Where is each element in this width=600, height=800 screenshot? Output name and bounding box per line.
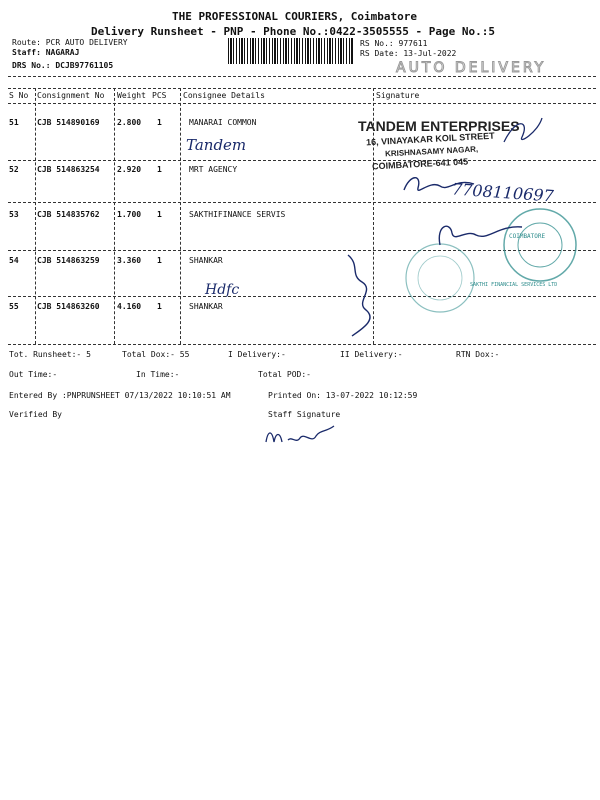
out-time: Out Time:- <box>9 370 58 379</box>
row-consignment: CJB 514863260 <box>37 302 100 311</box>
col-weight: Weight <box>117 91 146 100</box>
runsheet-subtitle: Delivery Runsheet - PNP - Phone No.:0422-3505555 - Page No.:5 <box>91 25 495 38</box>
row-consignment: CJB 514890169 <box>37 118 100 127</box>
row-weight: 1.700 <box>117 210 142 219</box>
row-rule <box>8 296 596 297</box>
row-rule <box>8 160 596 161</box>
row-consignment: CJB 514863259 <box>37 256 100 265</box>
handwritten-name: Tandem <box>186 136 247 154</box>
staff-signature-label: Staff Signature <box>268 410 341 419</box>
handwritten-hdfc: Hdfc <box>205 282 240 298</box>
rs-number: RS No.: 977611 <box>360 39 428 48</box>
col-consignee: Consignee Details <box>183 91 265 100</box>
row-sno: 52 <box>9 165 19 174</box>
printed-on: Printed On: 13-07-2022 10:12:59 <box>268 391 418 400</box>
stamp-line-4: COIMBATORE-641 045 <box>371 156 469 172</box>
row-consignment: CJB 514863254 <box>37 165 100 174</box>
seal-center: COIMBATORE <box>509 233 546 240</box>
handwritten-phone: 7708110697 <box>451 179 555 206</box>
col-sno: S No <box>9 91 29 100</box>
row-sno: 55 <box>9 302 19 311</box>
entered-by: Entered By :PNPRUNSHEET 07/13/2022 10:10:51 AM <box>9 391 231 400</box>
row-weight: 4.160 <box>117 302 142 311</box>
row-consignment: CJB 514835762 <box>37 210 100 219</box>
row-weight: 2.800 <box>117 118 142 127</box>
in-time: In Time:- <box>136 370 180 379</box>
auto-delivery-watermark: AUTO DELIVERY <box>396 60 547 76</box>
col-divider <box>35 88 36 344</box>
stamp-line-1: TANDEM ENTERPRISES <box>358 118 520 134</box>
col-pcs: PCS <box>152 91 167 100</box>
drs-number: DRS No.: DCJB97761105 <box>12 61 114 70</box>
i-delivery: I Delivery:- <box>228 350 286 359</box>
row-pcs: 1 <box>157 256 162 265</box>
row-consignee: MRT AGENCY <box>189 165 238 174</box>
stamp-signature <box>500 112 546 152</box>
stamp-line-3: KRISHNASAMY NAGAR, <box>384 144 479 159</box>
col-consignment: Consignment No <box>37 91 105 100</box>
verified-by: Verified By <box>9 410 62 419</box>
ii-delivery: II Delivery:- <box>340 350 403 359</box>
col-divider <box>180 88 181 344</box>
total-pod: Total POD:- <box>258 370 311 379</box>
seal-signature <box>432 215 542 255</box>
header-row-rule <box>8 103 596 104</box>
tot-runsheet: Tot. Runsheet:- 5 <box>9 350 91 359</box>
table-top-rule <box>8 88 596 89</box>
barcode <box>228 38 354 64</box>
row-sno: 53 <box>9 210 19 219</box>
seal-text: SAKTHI FINANCIAL SERVICES LTD <box>470 282 558 288</box>
staff-label: Staff: NAGARAJ <box>12 48 80 57</box>
staff-signature-scribble <box>262 420 342 450</box>
row-consignee: SHANKAR <box>189 256 223 265</box>
table-bottom-rule <box>8 344 596 345</box>
col-divider <box>114 88 115 344</box>
header-divider <box>8 76 596 77</box>
row-pcs: 1 <box>157 165 162 174</box>
rs-date: RS Date: 13-Jul-2022 <box>360 49 457 58</box>
company-title: THE PROFESSIONAL COURIERS, Coimbatore <box>172 10 418 23</box>
row-sno: 51 <box>9 118 19 127</box>
row-pcs: 1 <box>157 210 162 219</box>
stamp-line-2: 16, VINAYAKAR KOIL STREET <box>365 130 495 148</box>
row-consignee: SAKTHIFINANCE SERVIS <box>189 210 286 219</box>
row-consignee: SHANKAR <box>189 302 223 311</box>
col-signature: Signature <box>376 91 420 100</box>
row-pcs: 1 <box>157 118 162 127</box>
row-consignee: MANARAI COMMON <box>189 118 257 127</box>
row-weight: 2.920 <box>117 165 142 174</box>
total-dox: Total Dox:- 55 <box>122 350 190 359</box>
row-sno: 54 <box>9 256 19 265</box>
row-weight: 3.360 <box>117 256 142 265</box>
route-label: Route: PCR AUTO DELIVERY <box>12 38 128 47</box>
row-pcs: 1 <box>157 302 162 311</box>
signature-squiggle <box>340 250 380 340</box>
rtn-dox: RTN Dox:- <box>456 350 500 359</box>
